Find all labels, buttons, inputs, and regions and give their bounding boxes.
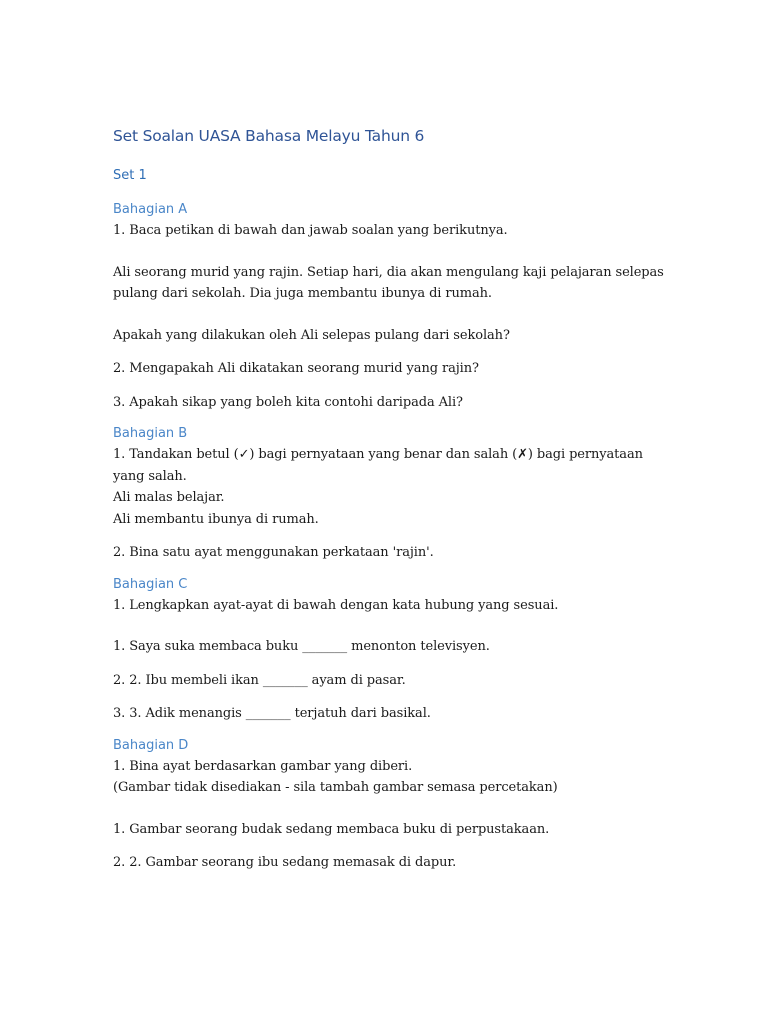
section-bahagian-d [113,736,673,874]
section-b-instruction-line-2: yang salah. [113,468,187,484]
passage-line-2: pulang dari sekolah. Dia juga membantu ibunya di rumah. [113,286,492,301]
passage-line-1: Ali seorang murid yang rajin. Setiap hari, dia akan mengulang kaji pelajaran selepas [113,264,664,280]
section-c-item-2: 2. 2. Ibu membeli ikan _______ ayam di pasar. [113,672,406,688]
section-c-item-3: 3. 3. Adik menangis _______ terjatuh dari basikal. [113,706,431,721]
section-bahagian-c [113,575,673,725]
section-a-question-3: 3. Apakah sikap yang boleh kita contohi daripada Ali? [113,394,463,410]
set-heading: Set 1 [113,168,147,183]
document-title: Set Soalan UASA Bahasa Melayu Tahun 6 [113,127,425,145]
section-b-question-2: 2. Bina satu ayat menggunakan perkataan 'rajin'. [113,545,434,560]
section-d-heading: Bahagian D [113,737,189,753]
section-a-question-1: Apakah yang dilakukan oleh Ali selepas pulang dari sekolah? [113,327,510,343]
section-a-question-2: 2. Mengapakah Ali dikatakan seorang murid yang rajin? [113,361,479,376]
section-d-item-1: 1. Gambar seorang budak sedang membaca buku di perpustakaan. [113,821,550,837]
section-d-item-2: 2. 2. Gambar seorang ibu sedang memasak di dapur. [113,855,457,870]
document-page [113,124,673,874]
section-b-heading: Bahagian B [113,426,188,441]
section-bahagian-a [113,200,673,413]
section-d-instruction: 1. Bina ayat berdasarkan gambar yang diberi. [113,758,413,774]
section-a-instruction: 1. Baca petikan di bawah dan jawab soalan yang berikutnya. [113,223,508,238]
section-b-statement-2: Ali membantu ibunya di rumah. [113,511,319,527]
section-c-instruction: 1. Lengkapkan ayat-ayat di bawah dengan kata hubung yang sesuai. [113,597,559,613]
section-b-instruction-line-1: 1. Tandakan betul (✓) bagi pernyataan yang benar dan salah (✗) bagi pernyataan [113,447,643,462]
section-b-statement-1: Ali malas belajar. [113,490,225,505]
section-a-heading: Bahagian A [113,202,188,217]
section-c-heading: Bahagian C [113,576,188,592]
section-bahagian-b [113,424,673,564]
section-d-note: (Gambar tidak disediakan - sila tambah gambar semasa percetakan) [113,780,558,795]
section-c-item-1: 1. Saya suka membaca buku _______ menonton televisyen. [113,639,490,654]
